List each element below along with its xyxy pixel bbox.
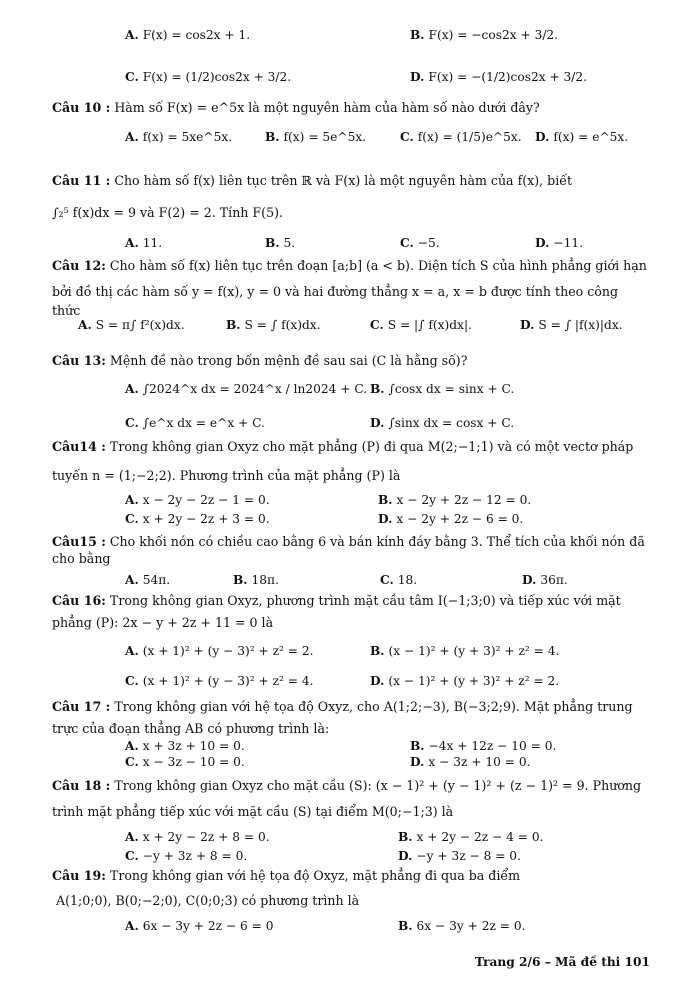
q11-option-b: B. 5. xyxy=(265,236,296,250)
q14-text2: tuyến n = (1;−2;2). Phương trình của mặt phẳng (P) là xyxy=(52,468,401,483)
q12-option-c: C. S = |∫ f(x)dx|. xyxy=(370,318,472,332)
q11-a-text: 11. xyxy=(142,236,163,250)
q19-text1: Trong không gian với hệ tọa độ Oxyz, mặt phẳng đi qua ba điểm xyxy=(109,868,521,883)
q16-stem-2 xyxy=(52,613,650,632)
q12-b-text: S = ∫ f(x)dx. xyxy=(244,318,321,332)
q17-text1: Trong không gian với hệ tọa độ Oxyz, cho A(1;2;−3), B(−3;2;9). Mặt phẳng trung xyxy=(114,699,633,714)
q19-option-b: B. 6x − 3y + 2z = 0. xyxy=(398,919,526,933)
q9-d-text: F(x) = −(1/2)cos2x + 3/2. xyxy=(428,70,588,84)
q15-option-d: D. 36π. xyxy=(522,573,568,587)
page-footer: Trang 2/6 – Mã đề thi 101 xyxy=(474,955,650,969)
q13-d-text: ∫sinx dx = cosx + C. xyxy=(388,416,515,430)
q19-b-text: 6x − 3y + 2z = 0. xyxy=(416,919,526,933)
q19-label: Câu 19: xyxy=(52,868,106,883)
q17-stem xyxy=(52,697,650,716)
q12-a-text: S = π∫ f²(x)dx. xyxy=(95,318,185,332)
q10-label: Câu 10 : xyxy=(52,100,111,115)
q13-option-a: A. ∫2024^x dx = 2024^x / ln2024 + C. xyxy=(125,382,368,396)
q14-option-b: B. x − 2y + 2z − 12 = 0. xyxy=(378,493,532,507)
q18-text2: trình mặt phẳng tiếp xúc với mặt cầu (S) tại điểm M(0;−1;3) là xyxy=(52,804,454,819)
q14-d-text: x − 2y + 2z − 6 = 0. xyxy=(396,512,524,526)
q16-option-a: A. (x + 1)² + (y − 3)² + z² = 2. xyxy=(125,644,314,658)
q11-option-d: D. −11. xyxy=(535,236,583,250)
q12-option-b: B. S = ∫ f(x)dx. xyxy=(226,318,321,332)
q15-option-b: B. 18π. xyxy=(233,573,279,587)
q11-stem-2 xyxy=(52,203,650,222)
q9-a-text: F(x) = cos2x + 1. xyxy=(142,28,251,42)
q9-option-d: D. F(x) = −(1/2)cos2x + 3/2. xyxy=(410,70,588,84)
q15-d-text: 36π. xyxy=(540,573,568,587)
q10-text: Hàm số F(x) = e^5x là một nguyên hàm của hàm số nào dưới đây? xyxy=(114,100,540,115)
q10-a-text: f(x) = 5xe^5x. xyxy=(142,130,233,144)
q16-option-d: D. (x − 1)² + (y + 3)² + z² = 2. xyxy=(370,674,560,688)
q14-option-a: A. x − 2y − 2z − 1 = 0. xyxy=(125,493,270,507)
q17-option-a: A. x + 3z + 10 = 0. xyxy=(125,739,245,753)
q15-b-text: 18π. xyxy=(251,573,279,587)
q14-text1: Trong không gian Oxyz cho mặt phẳng (P) đi qua M(2;−1;1) và có một vectơ pháp xyxy=(109,439,634,454)
q18-option-b: B. x + 2y − 2z − 4 = 0. xyxy=(398,830,544,844)
q10-c-text: f(x) = (1/5)e^5x. xyxy=(417,130,522,144)
q17-option-d: D. x − 3z + 10 = 0. xyxy=(410,755,531,769)
q11-text1: Cho hàm số f(x) liên tục trên ℝ và F(x) là một nguyên hàm của f(x), biết xyxy=(114,173,573,188)
q16-option-c: C. (x + 1)² + (y − 3)² + z² = 4. xyxy=(125,674,314,688)
q19-text2: A(1;0;0), B(0;−2;0), C(0;0;3) có phương trình là xyxy=(56,893,360,908)
q12-option-a: A. S = π∫ f²(x)dx. xyxy=(78,318,185,332)
q14-a-text: x − 2y − 2z − 1 = 0. xyxy=(142,493,270,507)
q16-b-text: (x − 1)² + (y + 3)² + z² = 4. xyxy=(388,644,560,658)
q9-option-a: A. F(x) = cos2x + 1. xyxy=(125,28,251,42)
q15-a-text: 54π. xyxy=(142,573,171,587)
q15-option-c: C. 18. xyxy=(380,573,418,587)
q11-b-text: 5. xyxy=(283,236,296,250)
q18-b-text: x + 2y − 2z − 4 = 0. xyxy=(416,830,544,844)
q18-option-c: C. −y + 3z + 8 = 0. xyxy=(125,849,248,863)
q19-stem-2 xyxy=(56,891,654,910)
q9-option-b: B. F(x) = −cos2x + 3/2. xyxy=(410,28,559,42)
q16-stem xyxy=(52,591,650,610)
q13-b-text: ∫cosx dx = sinx + C. xyxy=(388,382,515,396)
q13-option-c: C. ∫e^x dx = e^x + C. xyxy=(125,416,265,430)
q19-a-text: 6x − 3y + 2z − 6 = 0 xyxy=(142,919,274,933)
q10-option-b: B. f(x) = 5e^5x. xyxy=(265,130,367,144)
q13-label: Câu 13: xyxy=(52,353,106,368)
q9-option-c: C. F(x) = (1/2)cos2x + 3/2. xyxy=(125,70,292,84)
q17-text2: trực của đoạn thẳng AB có phương trình là: xyxy=(52,721,330,736)
q9-b-text: F(x) = −cos2x + 3/2. xyxy=(428,28,559,42)
q11-option-c: C. −5. xyxy=(400,236,440,250)
q12-d-text: S = ∫ |f(x)|dx. xyxy=(538,318,623,332)
q16-d-text: (x − 1)² + (y + 3)² + z² = 2. xyxy=(388,674,560,688)
q14-stem xyxy=(52,437,650,456)
q13-a-text: ∫2024^x dx = 2024^x / ln2024 + C. xyxy=(142,382,368,396)
q18-a-text: x + 2y − 2z + 8 = 0. xyxy=(142,830,270,844)
q16-option-b: B. (x − 1)² + (y + 3)² + z² = 4. xyxy=(370,644,560,658)
q11-label: Câu 11 : xyxy=(52,173,111,188)
q18-option-d: D. −y + 3z − 8 = 0. xyxy=(398,849,521,863)
q17-b-text: −4x + 12z − 10 = 0. xyxy=(428,739,557,753)
q12-c-text: S = |∫ f(x)dx|. xyxy=(387,318,472,332)
q18-stem-2 xyxy=(52,802,650,821)
q10-b-text: f(x) = 5e^5x. xyxy=(283,130,367,144)
q17-c-text: x − 3z − 10 = 0. xyxy=(142,755,245,769)
q10-d-text: f(x) = e^5x. xyxy=(553,130,629,144)
q10-option-d: D. f(x) = e^5x. xyxy=(535,130,629,144)
q12-option-d: D. S = ∫ |f(x)|dx. xyxy=(520,318,623,332)
q13-option-d: D. ∫sinx dx = cosx + C. xyxy=(370,416,515,430)
q9-c-text: F(x) = (1/2)cos2x + 3/2. xyxy=(142,70,292,84)
q15-text2: cho bằng xyxy=(52,551,111,566)
q15-stem-2 xyxy=(52,549,650,568)
q18-text1: Trong không gian Oxyz cho mặt cầu (S): (x − 1)² + (y − 1)² + (z − 1)² = 9. Phương xyxy=(114,778,642,793)
q11-d-text: −11. xyxy=(553,236,583,250)
q14-label: Câu14 : xyxy=(52,439,106,454)
q14-option-c: C. x + 2y − 2z + 3 = 0. xyxy=(125,512,270,526)
q18-option-a: A. x + 2y − 2z + 8 = 0. xyxy=(125,830,270,844)
q15-c-text: 18. xyxy=(397,573,418,587)
q14-option-d: D. x − 2y + 2z − 6 = 0. xyxy=(378,512,524,526)
q13-text: Mệnh đề nào trong bốn mệnh đề sau sai (C là hằng số)? xyxy=(109,353,468,368)
q16-text1: Trong không gian Oxyz, phương trình mặt cầu tâm I(−1;3;0) và tiếp xúc với mặt xyxy=(109,593,621,608)
q16-c-text: (x + 1)² + (y − 3)² + z² = 4. xyxy=(142,674,314,688)
q15-option-a: A. 54π. xyxy=(125,573,171,587)
q18-c-text: −y + 3z + 8 = 0. xyxy=(142,849,248,863)
q10-stem xyxy=(52,98,650,117)
q18-d-text: −y + 3z − 8 = 0. xyxy=(416,849,521,863)
q11-text2: ∫₂⁵ f(x)dx = 9 và F(2) = 2. Tính F(5). xyxy=(52,205,284,220)
q11-stem xyxy=(52,171,650,190)
q14-c-text: x + 2y − 2z + 3 = 0. xyxy=(142,512,270,526)
q18-stem xyxy=(52,776,650,795)
q17-option-b: B. −4x + 12z − 10 = 0. xyxy=(410,739,557,753)
q19-stem xyxy=(52,866,650,885)
q15-label: Câu15 : xyxy=(52,534,106,549)
q13-option-b: B. ∫cosx dx = sinx + C. xyxy=(370,382,515,396)
q12-text2: bởi đồ thị các hàm số y = f(x), y = 0 và hai đường thẳng x = a, x = b được tính theo công thức xyxy=(52,284,619,318)
q10-option-a: A. f(x) = 5xe^5x. xyxy=(125,130,233,144)
q11-c-text: −5. xyxy=(417,236,440,250)
q17-label: Câu 17 : xyxy=(52,699,111,714)
q14-b-text: x − 2y + 2z − 12 = 0. xyxy=(396,493,532,507)
q16-text2: phẳng (P): 2x − y + 2z + 11 = 0 là xyxy=(52,615,274,630)
q14-stem-2 xyxy=(52,466,650,485)
q17-option-c: C. x − 3z − 10 = 0. xyxy=(125,755,245,769)
q17-stem-2 xyxy=(52,719,650,738)
q12-label: Câu 12: xyxy=(52,258,106,273)
q11-option-a: A. 11. xyxy=(125,236,163,250)
q16-label: Câu 16: xyxy=(52,593,106,608)
q13-stem xyxy=(52,351,650,370)
q10-option-c: C. f(x) = (1/5)e^5x. xyxy=(400,130,522,144)
q15-text1: Cho khối nón có chiều cao bằng 6 và bán kính đáy bằng 3. Thể tích của khối nón đã xyxy=(109,534,645,549)
q12-stem xyxy=(52,256,650,275)
q12-text1: Cho hàm số f(x) liên tục trên đoạn [a;b] (a < b). Diện tích S của hình phẳng giới hạn xyxy=(109,258,647,273)
q18-label: Câu 18 : xyxy=(52,778,111,793)
q17-d-text: x − 3z + 10 = 0. xyxy=(428,755,531,769)
q19-option-a: A. 6x − 3y + 2z − 6 = 0 xyxy=(125,919,274,933)
q13-c-text: ∫e^x dx = e^x + C. xyxy=(142,416,265,430)
q12-stem-2 xyxy=(52,282,650,320)
q16-a-text: (x + 1)² + (y − 3)² + z² = 2. xyxy=(142,644,314,658)
q17-a-text: x + 3z + 10 = 0. xyxy=(142,739,245,753)
